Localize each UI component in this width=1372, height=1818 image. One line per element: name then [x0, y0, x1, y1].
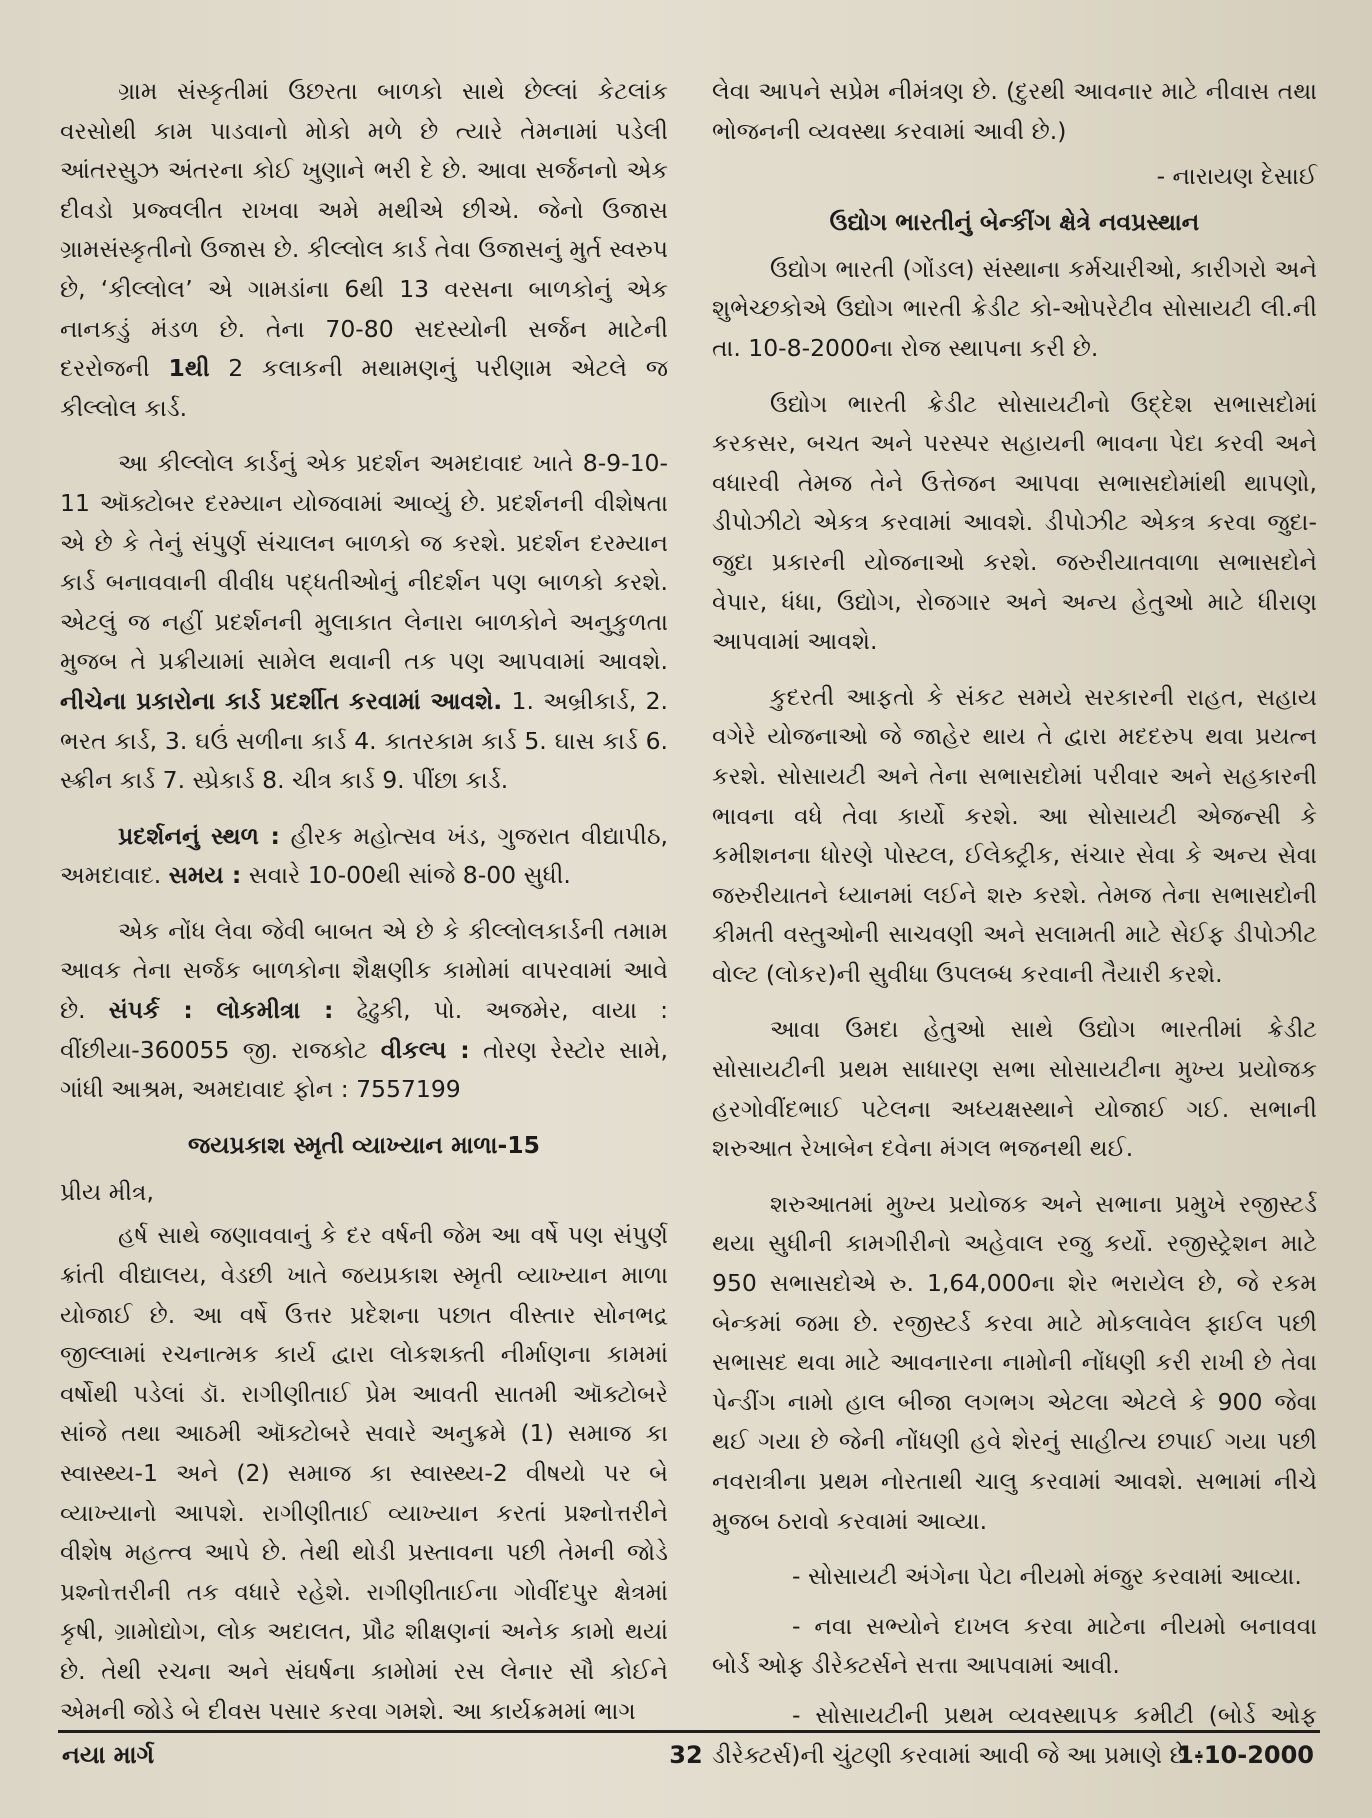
resolution-item-1: - સોસાયટી અંગેના પેટા નીયમો મંજુર કરવામાં આવ્યા.	[792, 1562, 1302, 1591]
contact-paragraph: એક નોંધ લેવા જેવી બાબત એ છે કે કીલ્લોલકાર્ડની તમામ આવક તેના સર્જક બાળકોના શૈક્ષણીક કામોમાં વાપરવામાં આવે છે. સંપર્ક : લોકમીત્રા : ઢેઢુકી, પો. અજમેર, વાયા : વીંછીયા-360055 જી. રાજકોટ વીકલ્પ : તોરણ રેસ્ટોર સામે, ગાંધી આશ્રમ, અમદાવાદ ફોન : 7557199	[60, 916, 668, 1104]
issue-date: 1-10-2000	[1177, 1741, 1314, 1769]
kilol-intro-paragraph: ગ્રામ સંસ્કૃતીમાં ઉછરતા બાળકો સાથે છેલ્લાં કેટલાંક વરસોથી કામ પાડવાનો મોકો મળે છે ત્યારે તેમનામાં પડેલી આંતરસુઝ અંતરના કોઈ ખુણાને ભરી દે છે. આવા સર્જનનો એક દીવડો પ્રજ્વલીત રાખવા અમે મથીએ છીએ. જેનો ઉજાસ ગ્રામસંસ્કૃતીનો ઉજાસ છે. કીલ્લોલ કાર્ડ તેવા ઉજાસનું મુર્ત સ્વરુપ છે, ‘કીલ્લોલ’ એ ગામડાંના 6થી 13 વરસના બાળકોનું એક નાનકડું મંડળ છે. તેના 70-80 સદસ્યોની સર્જન માટેની દરરોજની 1થી 2 કલાકની મથામણનું પરીણામ એટલે જ કીલ્લોલ કાર્ડ.	[60, 77, 668, 422]
exhibition-venue-paragraph: પ્રદર્શનનું સ્થળ : હીરક મહોત્સવ ખંડ, ગુજરાત વીદ્યાપીઠ, અમદાવાદ. સમય : સવારે 10-00થી સાંજે 8-00 સુધી.	[60, 821, 668, 890]
resolution-item-3: - સોસાયટીની પ્રથમ વ્યવસ્થાપક કમીટી (બોર્ડ ઓફ ડીરેક્ટર્સ)ની ચુંટણી કરવામાં આવી જે આ પ્રમાણે છે :	[712, 1700, 1317, 1769]
invitation-continuation: લેવા આપને સપ્રેમ નીમંત્રણ છે. (દુરથી આવનાર માટે નીવાસ તથા ભોજનની વ્યવસ્થા કરવામાં આવી છે.)	[712, 77, 1317, 145]
resolution-item-2: - નવા સભ્યોને દાખલ કરવા માટેના નીયમો બનાવવા બોર્ડ ઓફ ડીરેક્ટર્સને સત્તા આપવામાં આવી.	[712, 1611, 1317, 1680]
relief-services-paragraph: કુદરતી આફતો કે સંકટ સમયે સરકારની રાહત, સહાય વગેરે યોજનાઓ જે જાહેર થાય તે દ્વારા મદદરુપ થવા પ્રયત્ન કરશે. સોસાયટી અને તેના સભાસદોમાં પરીવાર અને સહકારની ભાવના વધે તેવા કાર્યો કરશે. આ સોસાયટી એજન્સી કે કમીશનના ધોરણે પોસ્ટલ, ઈલેક્ટ્રીક, સંચાર સેવા કે અન્ય સેવા જરુરીયાતને ધ્યાનમાં લઈને શરુ કરશે. તેમજ તેના સભાસદોની કીમતી વસ્તુઓની સાચવણી અને સલામતી માટે સેઈફ ડીપોઝીટ વોલ્ટ (લોકર)ની સુવીધા ઉપલબ્ધ કરવાની તૈયારી કરશે.	[712, 682, 1317, 988]
left-column	[60, 72, 668, 1747]
report-paragraph: શરુઆતમાં મુખ્ય પ્રયોજક અને સભાના પ્રમુખે રજીસ્ટર્ડ થયા સુધીની કામગીરીનો અહેવાલ રજુ કર્યો. રજીસ્ટ્રેશન માટે 950 સભાસદોએ રુ. 1,64,000ના શેર ભરાયેલ છે, જે રકમ બેન્કમાં જમા છે. રજીસ્ટર્ડ કરવા માટે મોકલાવેલ ફાઈલ પછી સભાસદ થવા માટે આવનારના નામોની નોંધણી કરી રાખી છે તેવા પેન્ડીંગ નામો હાલ બીજા લગભગ એટલા એટલે કે 900 જેવા થઈ ગયા છે જેની નોંધણી હવે શેરનું સાહીત્ય છપાઈ ગયા પછી નવરાત્રીના પ્રથમ નોરતાથી ચાલુ કરવામાં આવશે. સભામાં નીચે મુજબ ઠરાવો કરવામાં આવ્યા.	[712, 1189, 1317, 1535]
society-founding-paragraph: ઉદ્યોગ ભારતી (ગોંડલ) સંસ્થાના કર્મચારીઓ, કારીગરો અને શુભેચ્છકોએ ઉદ્યોગ ભારતી ક્રેડીટ કો-ઓપરેટીવ સોસાયટી લી.ની તા. 10-8-2000ના રોજ સ્થાપના કરી છે.	[712, 254, 1317, 362]
footer-divider	[58, 1730, 1320, 1733]
magazine-name: નયા માર્ગ	[62, 1741, 155, 1769]
banking-article-heading: ઉદ્યોગ ભારતીનું બેન્કીંગ ક્ષેત્રે નવપ્રસ્થાન	[829, 207, 1200, 236]
general-meeting-paragraph: આવા ઉમદા હેતુઓ સાથે ઉદ્યોગ ભારતીમાં ક્રેડીટ સોસાયટીની પ્રથમ સાધારણ સભા સોસાયટીના મુખ્ય પ્રયોજક હરગોવીંદભાઈ પટેલના અધ્યક્ષસ્થાને યોજાઈ ગઈ. સભાની શરુઆત રેખાબેન દવેના મંગલ ભજનથી થઈ.	[712, 1015, 1317, 1163]
signature: - નારાયણ દેસાઈ	[1156, 162, 1317, 191]
page-number: 32	[669, 1741, 703, 1769]
right-column	[712, 72, 1317, 1785]
exhibition-paragraph: આ કીલ્લોલ કાર્ડનું એક પ્રદર્શન અમદાવાદ ખાતે 8-9-10-11 ઑક્ટોબર દરમ્યાન યોજવામાં આવ્યું છે. પ્રદર્શનની વીશેષતા એ છે કે તેનું સંપુર્ણ સંચાલન બાળકો જ કરશે. પ્રદર્શન દરમ્યાન કાર્ડ બનાવવાની વીવીધ પદ્ધતીઓનું નીદર્શન પણ બાળકો કરશે. એટલું જ નહીં પ્રદર્શનની મુલાકાત લેનારા બાળકોને અનુકુળતા મુજબ તે પ્રક્રીયામાં સામેલ થવાની તક પણ આપવામાં આવશે. નીચેના પ્રકારોના કાર્ડ પ્રદર્શીત કરવામાં આવશે. 1. અબ્રીકાર્ડ, 2. ભરત કાર્ડ, 3. ઘઉં સળીના કાર્ડ 4. કાતરકામ કાર્ડ 5. ઘાસ કાર્ડ 6. સ્ક્રીન કાર્ડ 7. સ્પ્રેકાર્ડ 8. ચીત્ર કાર્ડ 9. પીંછા કાર્ડ.	[60, 449, 668, 795]
society-objective-paragraph: ઉદ્યોગ ભારતી ક્રેડીટ સોસાયટીનો ઉદ્દેશ સભાસદોમાં કરકસર, બચત અને પરસ્પર સહાયની ભાવના પેદા કરવી અને વધારવી તેમજ તેને ઉત્તેજન આપવા સભાસદોમાંથી થાપણો, ડીપોઝીટો એકત્ર કરવામાં આવશે. ડીપોઝીટ એકત્ર કરવા જુદા-જુદા પ્રકારની યોજનાઓ કરશે. જરુરીયાતવાળા સભાસદોને વેપાર, ધંધા, ઉદ્યોગ, રોજગાર અને અન્ય હેતુઓ માટે ધીરાણ આપવામાં આવશે.	[712, 389, 1317, 656]
lecture-invitation-paragraph: હર્ષ સાથે જણાવવાનું કે દર વર્ષની જેમ આ વર્ષે પણ સંપુર્ણ ક્રાંતી વીદ્યાલય, વેડછી ખાતે જયપ્રકાશ સ્મૃતી વ્યાખ્યાન માળા યોજાઈ છે. આ વર્ષે ઉત્તર પ્રદેશના પછાત વીસ્તાર સોનભદ્ર જીલ્લામાં રચનાત્મક કાર્ય દ્વારા લોકશક્તી નીર્માણના કામમાં વર્ષોથી પડેલાં ડૉ. રાગીણીતાઈ પ્રેમ આવતી સાતમી ઑક્ટોબરે સાંજે તથા આઠમી ઑક્ટોબરે સવારે અનુક્રમે (1) સમાજ કા સ્વાસ્થ્ય-1 અને (2) સમાજ કા સ્વાસ્થ્ય-2 વીષયો પર બે વ્યાખ્યાનો આપશે. રાગીણીતાઈ વ્યાખ્યાન કરતાં પ્રશ્નોત્તરીને વીશેષ મહત્ત્વ આપે છે. તેથી થોડી પ્રસ્તાવના પછી તેમની જોડે પ્રશ્નોત્તરીની તક વધારે રહેશે. રાગીણીતાઈના ગોવીંદપુર ક્ષેત્રમાં કૃષી, ગ્રામોદ્યોગ, લોક અદાલત, પ્રૌઢ શીક્ષણનાં અનેક કામો થયાં છે. તેથી રચના અને સંઘર્ષના કામોમાં રસ લેનાર સૌ કોઈને એમની જોડે બે દીવસ પસાર કરવા ગમશે. આ કાર્યક્રમમાં ભાગ	[60, 1221, 668, 1725]
salutation: પ્રીય મીત્ર,	[60, 1177, 154, 1206]
lecture-series-heading: જયપ્રકાશ સ્મૃતી વ્યાખ્યાન માળા-15	[188, 1130, 540, 1159]
